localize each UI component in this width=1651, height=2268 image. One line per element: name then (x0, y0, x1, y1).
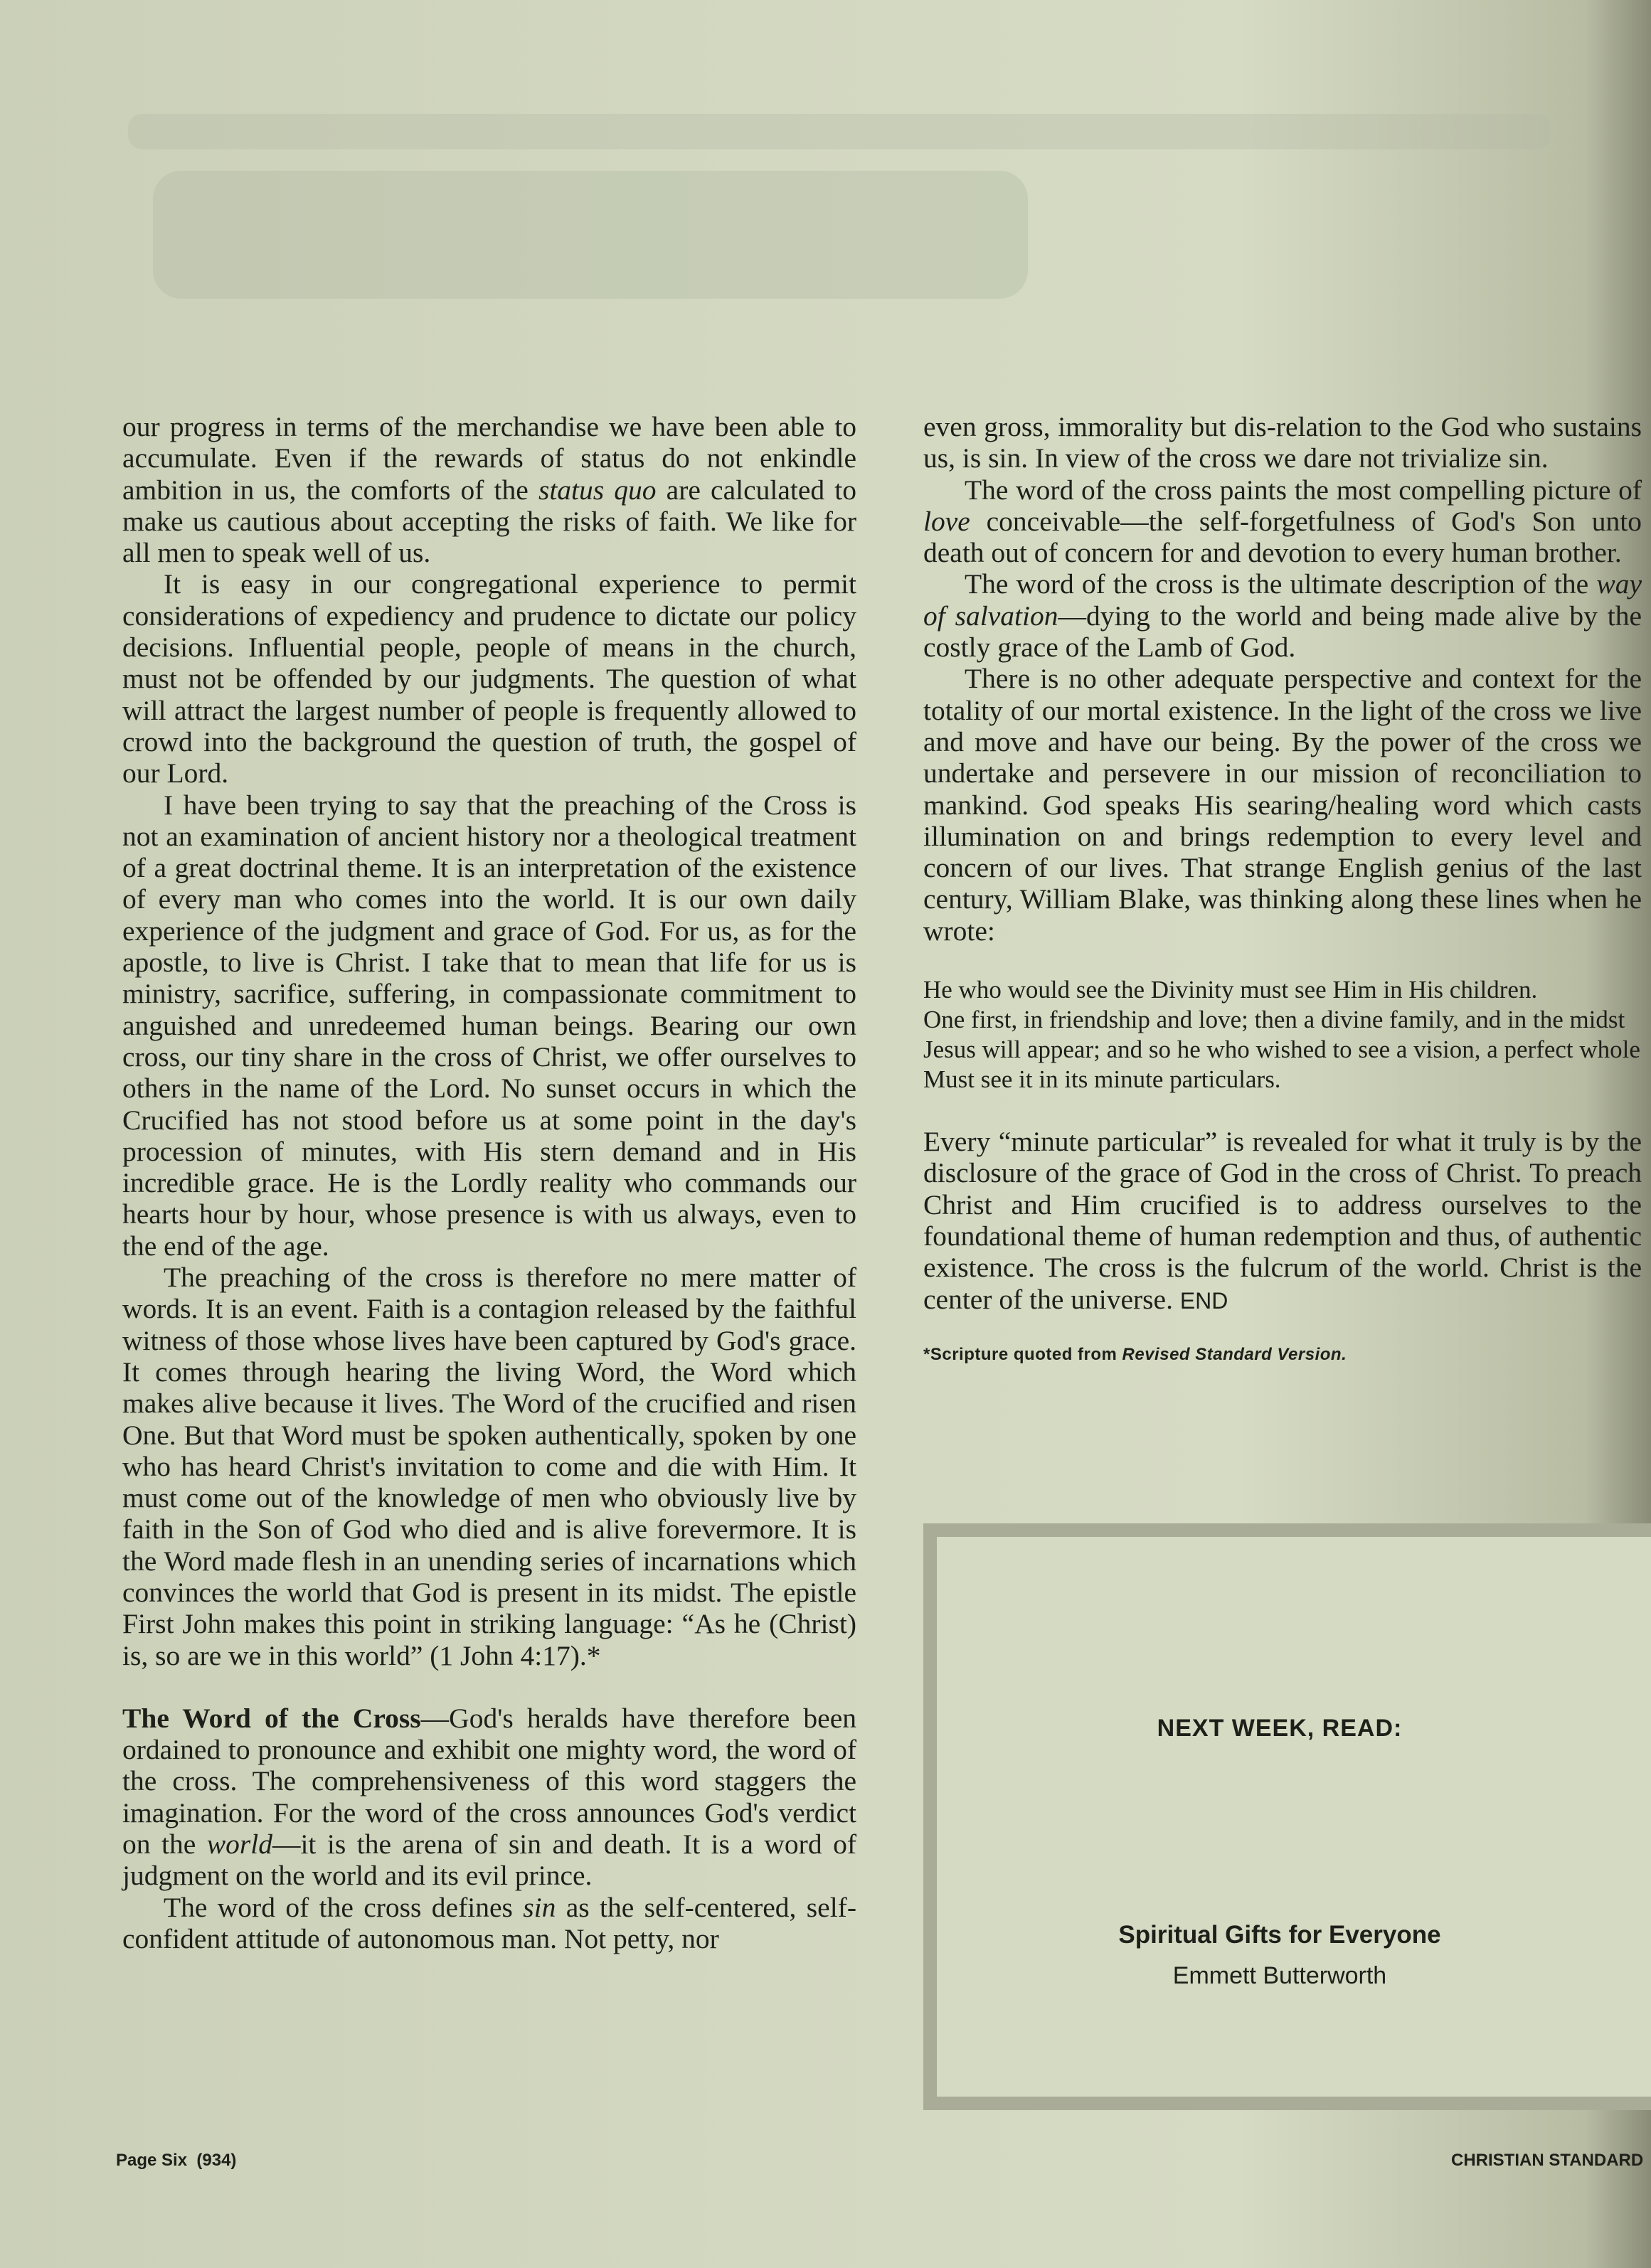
text: —dying to the world and being made alive by the costly grace of the Lamb of God. (923, 600, 1642, 664)
italic-text: status quo (538, 474, 657, 506)
next-week-box (923, 1523, 1651, 2110)
end-mark: END (1179, 1287, 1228, 1314)
text: —God's heralds have therefore been ordained to pronounce and exhibit one mighty word, the word of the cross. The comprehensiveness of this word staggers the imagination. For the word of the cross announces God's verdict on the (122, 1702, 856, 1860)
italic-text: world (206, 1828, 272, 1860)
paragraph: There is no other adequate perspective and context for the totality of our mortal existence. In the light of the cross we live and move and have our being. By the power of the cross we undertake and persevere in our mission of reconciliation to mankind. God speaks His searing/healing word which casts illumination on and brings redemption to every level and concern of our lives. That strange English genius of the last century, William Blake, was thinking along these lines when he wrote: (923, 663, 1642, 947)
text: *Scripture quoted from (923, 1344, 1122, 1364)
paragraph: even gross, immorality but dis-relation to the God who sustains us, is sin. In view of the cross we dare not trivialize sin. (923, 411, 1642, 474)
italic-text: sin (523, 1891, 556, 1923)
text: Every “minute particular” is revealed for what it truly is by the disclosure of the grace of God in the cross of Christ. To preach Christ and Him crucified is to address ourselves to the foundational theme of human redemption and thus, of authentic existence. The cross is the fulcrum of the world. Christ is the center of the universe. (923, 1126, 1642, 1315)
footnote (923, 1339, 1642, 1370)
paragraph: I have been trying to say that the preaching of the Cross is not an examination of ancient history nor a theological treatment of a great doctrinal theme. It is an interpretation of the existence of every man who comes into the world. It is our own daily experience of the judgment and grace of God. For us, as for the apostle, to live is Christ. I take that to mean that life for us is ministry, sacrifice, suffering, in compassionate commitment to anguished and unredeemed human beings. Bearing our own cross, our tiny share in the cross of Christ, we offer ourselves to others in the name of the Lord. No sunset occurs in which the Crucified has not stood before us at some point in the day's procession of minutes, with His stern demand and in His incredible grace. He is the Lordly reality who commands our hearts hour by hour, whose presence is with us always, even to the end of the age. (122, 789, 856, 1262)
paragraph (923, 474, 1642, 569)
poem-line: Must see it in its minute particulars. (923, 1065, 1281, 1094)
faded-subtitle (128, 114, 1551, 149)
text: The word of the cross is the ultimate description of the (965, 568, 1597, 600)
text: The word of the cross defines (164, 1891, 524, 1923)
publication-name: CHRISTIAN STANDARD (1451, 2151, 1644, 2170)
paragraph (122, 1892, 856, 1955)
paragraph: The preaching of the cross is therefore no mere matter of words. It is an event. Faith is a contagion released by the faithful witness of those whose lives have been captured by God's grace. It comes through hearing the living Word, the Word which makes alive because it lives. The Word of the crucified and risen One. But that Word must be spoken authentically, spoken by one who has heard Christ's invitation to come and die with Him. It must come out of the knowledge of men who obviously live by faith in the Son of God who died and is alive forevermore. It is the Word made flesh in an unending series of incarnations which convinces the world that God is present in its midst. The epistle First John makes this point in striking language: “As he (Christ) is, so are we in this world” (1 John 4:17).* (122, 1262, 856, 1671)
text: The word of the cross paints the most compelling picture of (965, 474, 1642, 506)
text: as the self-centered, self-confident attitude of autonomous man. Not petty, nor (122, 1891, 856, 1954)
italic-text: way of salvation (923, 568, 1642, 632)
faded-title (153, 171, 1028, 299)
italic-text: love (923, 505, 970, 537)
paragraph (923, 568, 1642, 663)
paragraph (923, 1126, 1642, 1316)
blake-poem (923, 975, 1642, 1095)
section-heading: The Word of the Cross (122, 1702, 421, 1734)
text: —it is the arena of sin and death. It is a word of judgment on the world and its evil prince. (122, 1828, 856, 1892)
text: are calculated to make us cautious about accepting the risks of faith. We like for all men to speak well of us. (122, 474, 856, 569)
page-number: Page Six (934) (116, 2151, 237, 2170)
poem-line: One first, in friendship and love; then a divine family, and in the midst (923, 1006, 1625, 1034)
next-week-label: NEXT WEEK, READ: (1157, 1715, 1403, 1742)
text: our progress in terms of the merchandise we have been able to accumulate. Even if the rewards of status do not enkindle ambition in us, the comforts of the (122, 411, 856, 506)
paragraph: It is easy in our congregational experience to permit considerations of expediency and prudence to dictate our policy decisions. Influential people, people of means in the church, must not be offended by our judgments. The question of what will attract the largest number of people is frequently allowed to crowd into the background the question of truth, the gospel of our Lord. (122, 568, 856, 789)
next-week-author: Emmett Butterworth (1172, 1962, 1387, 1989)
paragraph (122, 1703, 856, 1892)
left-column (122, 411, 856, 1954)
text: conceivable—the self-forgetfulness of God's Son unto death out of concern for and devotion to every human brother. (923, 505, 1642, 569)
right-column (923, 411, 1642, 1370)
poem-line: Jesus will appear; and so he who wished to see a vision, a perfect whole (923, 1035, 1640, 1064)
paragraph (122, 411, 856, 568)
poem-line: He who would see the Divinity must see Him in His children. (923, 976, 1538, 1004)
italic-text: Revised Standard Version. (1122, 1344, 1347, 1364)
next-week-article-title: Spiritual Gifts for Everyone (1118, 1921, 1441, 1949)
